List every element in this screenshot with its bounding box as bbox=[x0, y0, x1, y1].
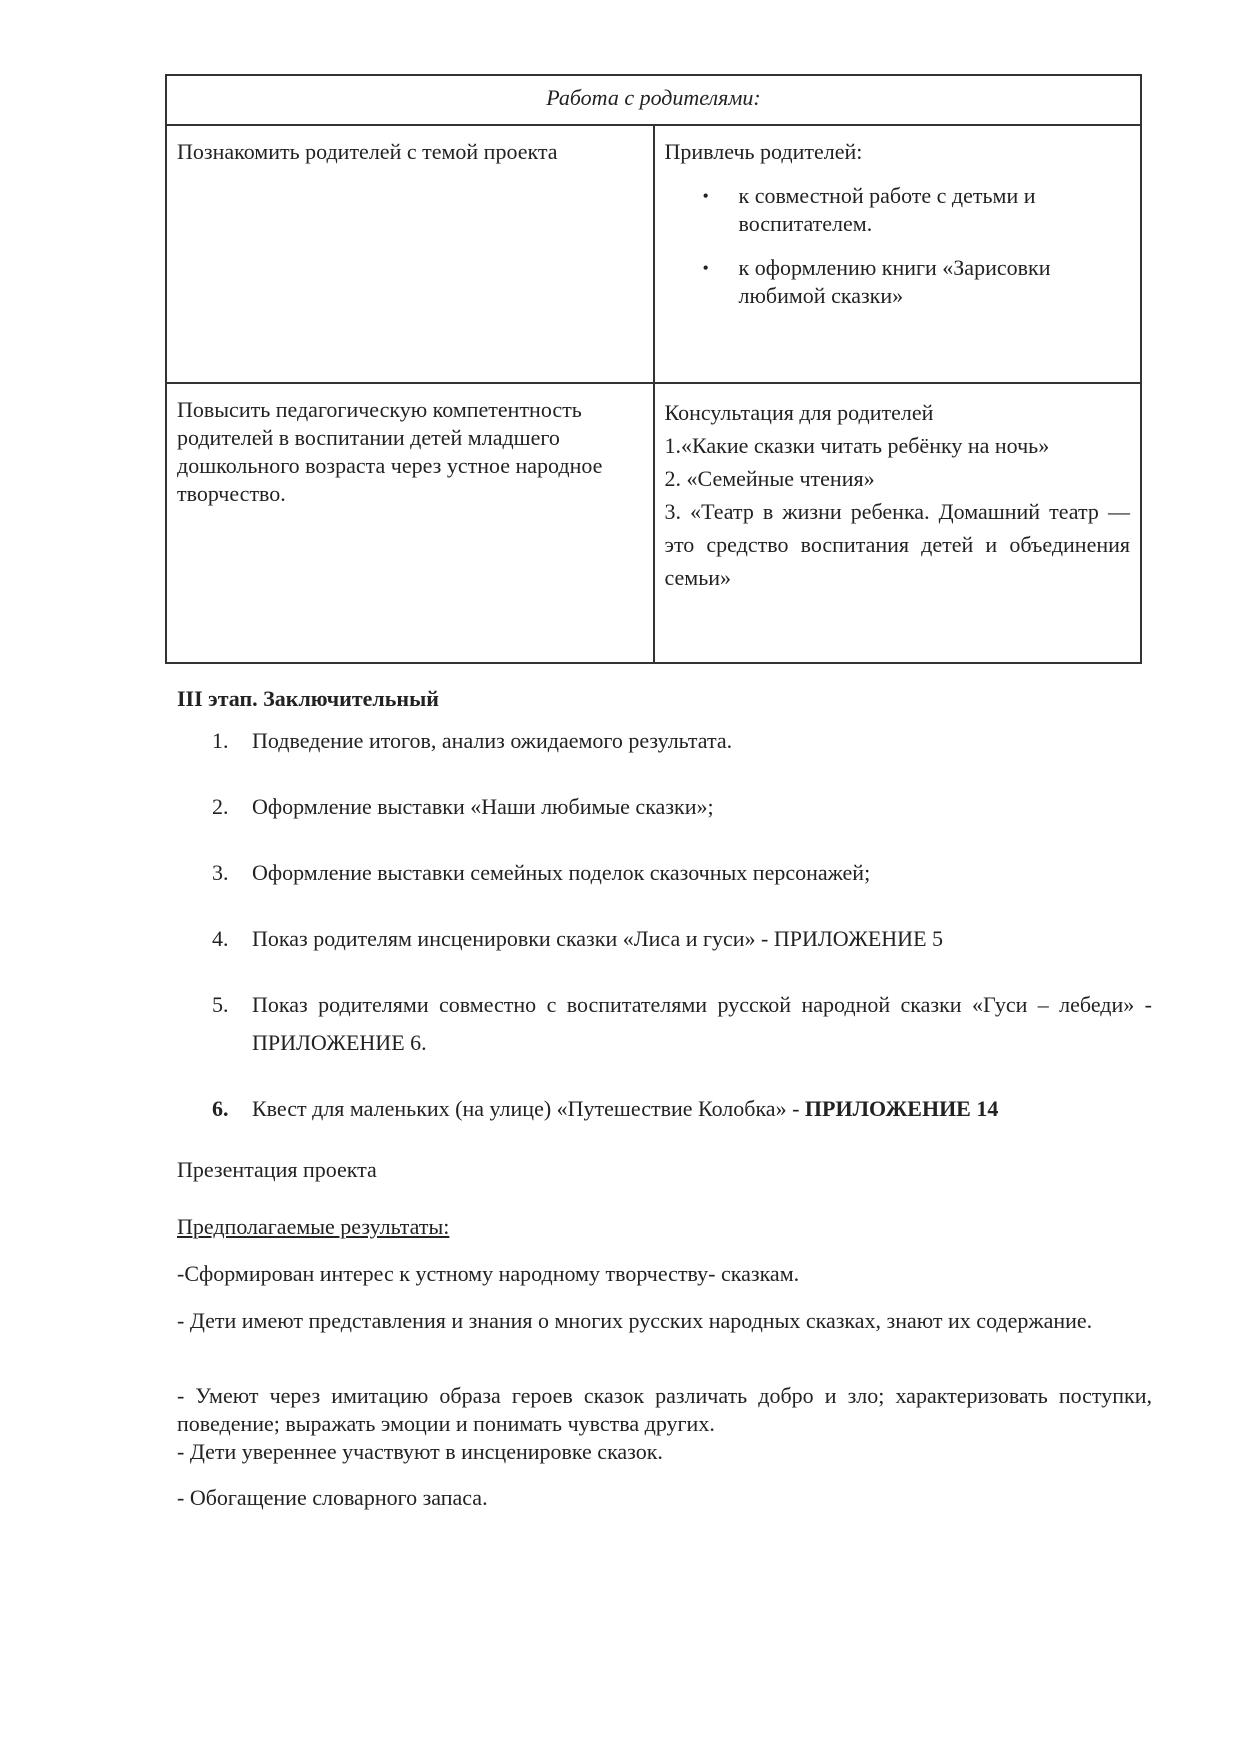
table-header: Работа с родителями: bbox=[166, 75, 1141, 125]
table-cell-goal-1: Познакомить родителей с темой проекта bbox=[166, 125, 654, 383]
consultation-line: 2. «Семейные чтения» bbox=[664, 466, 875, 491]
list-item bbox=[177, 722, 1152, 760]
item-number: 2. bbox=[212, 794, 229, 819]
item-text: Показ родителям инсценировки сказки «Лиса и гуси» - ПРИЛОЖЕНИЕ 5 bbox=[252, 926, 944, 951]
item-number: 6. bbox=[212, 1096, 229, 1121]
table-row bbox=[166, 383, 1141, 663]
stage-title: III этап. Заключительный bbox=[177, 686, 439, 711]
list-item bbox=[177, 788, 1152, 826]
list-item bbox=[177, 920, 1152, 958]
item-number: 4. bbox=[212, 926, 229, 951]
result-item: - Дети увереннее участвуют в инсценировке сказок. bbox=[177, 1439, 663, 1464]
item-text: Показ родителями совместно с воспитателями русской народной сказки «Гуси – лебеди» - ПРИЛОЖЕНИЕ 6. bbox=[252, 992, 1152, 1055]
result-item: - Дети имеют представления и знания о многих русских народных сказках, знают их содержание. bbox=[177, 1308, 1093, 1333]
stage-items-list bbox=[177, 722, 1152, 1128]
item-text bbox=[252, 1096, 998, 1121]
item-text: Подведение итогов, анализ ожидаемого результата. bbox=[252, 728, 733, 753]
item-text: Оформление выставки семейных поделок сказочных персонажей; bbox=[252, 860, 871, 885]
list-item bbox=[177, 854, 1152, 892]
item-number: 3. bbox=[212, 860, 229, 885]
action-title: Привлечь родителей: bbox=[664, 139, 863, 164]
item-text-plain: Квест для маленьких (на улице) «Путешествие Колобка» - bbox=[252, 1096, 805, 1121]
result-item: - Обогащение словарного запаса. bbox=[177, 1485, 488, 1510]
list-item bbox=[177, 986, 1152, 1062]
consultation-title: Консультация для родителей bbox=[664, 400, 934, 425]
parents-work-table bbox=[165, 74, 1142, 664]
table-row bbox=[166, 125, 1141, 383]
item-text: Оформление выставки «Наши любимые сказки»; bbox=[252, 794, 714, 819]
bullet-list bbox=[665, 182, 1131, 310]
presentation-line: Презентация проекта bbox=[177, 1157, 377, 1182]
list-item: • к оформлению книги «Зарисовки любимой сказки» bbox=[665, 254, 1131, 310]
item-number: 5. bbox=[212, 992, 229, 1017]
item-number: 1. bbox=[212, 728, 229, 753]
results-heading: Предполагаемые результаты: bbox=[177, 1214, 450, 1239]
table-cell-action-1 bbox=[654, 125, 1142, 383]
table-cell-action-2 bbox=[654, 383, 1142, 663]
result-item: -Сформирован интерес к устному народному творчеству- сказкам. bbox=[177, 1261, 800, 1286]
list-item bbox=[177, 1090, 1152, 1128]
list-item: • к совместной работе с детьми и воспитателем. bbox=[665, 182, 1131, 238]
table-cell-goal-2: Повысить педагогическую компетентность родителей в воспитании детей младшего дошкольного возраста через устное народное творчество. bbox=[166, 383, 654, 663]
item-text-bold: ПРИЛОЖЕНИЕ 14 bbox=[804, 1096, 999, 1121]
consultation-line: 3. «Театр в жизни ребенка. Домашний театр — это средство воспитания детей и объединения семьи» bbox=[664, 499, 1130, 590]
consultation-line: 1.«Какие сказки читать ребёнку на ночь» bbox=[664, 433, 1050, 458]
result-item: - Умеют через имитацию образа героев сказок различать добро и зло; характеризовать поступки, поведение; выражать эмоции и понимать чувства других. bbox=[177, 1383, 1152, 1436]
